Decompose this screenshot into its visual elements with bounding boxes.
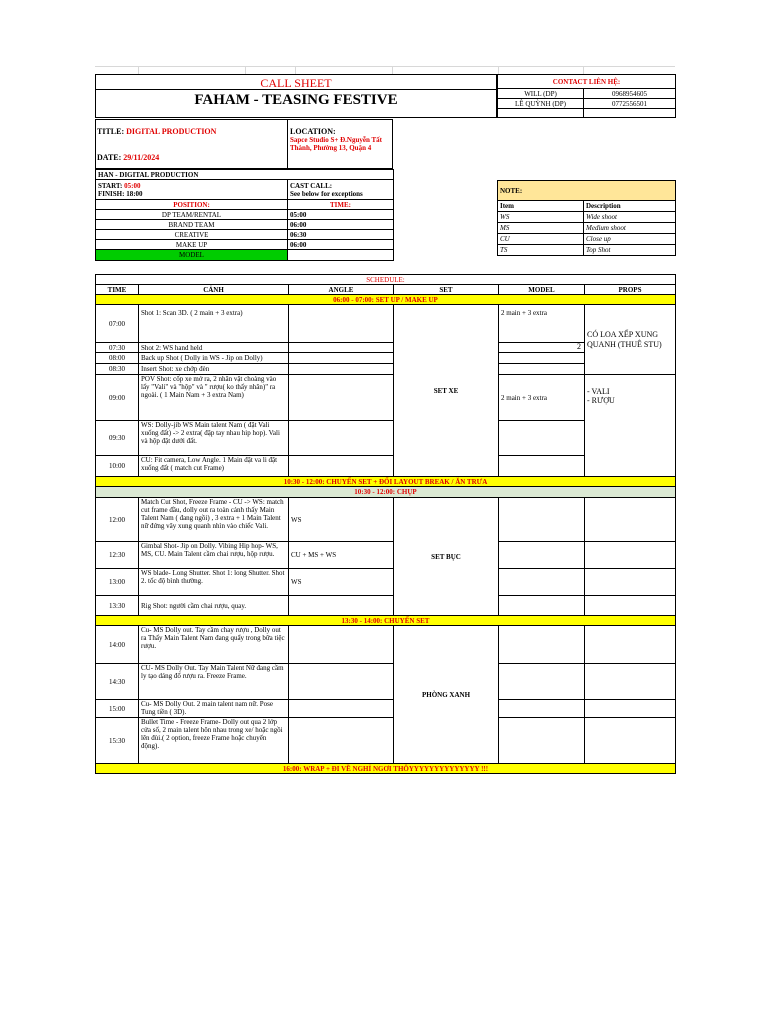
col-angle: ANGLE xyxy=(289,285,394,295)
row-angle xyxy=(289,456,394,477)
cast-call-cell xyxy=(288,180,394,200)
section-break: 10:30 - 12:00: CHUYỂN SET + ĐỔI LAYOUT BREAK / ĂN TRƯA xyxy=(96,477,676,487)
finish-time: FINISH: 18:00 xyxy=(98,189,143,198)
row-angle xyxy=(289,353,394,364)
row-props xyxy=(585,626,676,664)
crew-call-table xyxy=(95,169,394,261)
row-scene: Cu- MS Dolly out. Tay cầm chay rượu , Dolly out ra Thấy Main Talent Nam đang quẩy trong bữa tiệc rượu. xyxy=(139,626,289,664)
location-value: Sapce Studio S+ Đ.Nguyễn Tất Thành, Phường 13, Quận 4 xyxy=(290,136,382,152)
section-setup: 06:00 - 07:00: SET UP / MAKE UP xyxy=(96,295,676,305)
contact-name: WILL (DP) xyxy=(498,89,584,99)
row-scene: Shot 1: Scan 3D. ( 2 main + 3 extra) xyxy=(139,305,289,343)
col-time: TIME xyxy=(96,285,139,295)
row-model xyxy=(499,626,585,664)
row-scene: Match Cut Shot, Freeze Frame - CU -> WS: match cut frame đầu, dolly out ra toàn cảnh thấy Main Talent Nam ( đang ngồi) , 3 extra + 1 Main Talent nữ đứng vây xung quanh nhìn vào chiếc Vali. xyxy=(139,498,289,542)
position-name: CREATIVE xyxy=(96,230,288,240)
set-name: SET BỤC xyxy=(394,498,499,616)
section-wrap: 16:00: WRAP + ĐI VỀ NGHỈ NGƠI THÔYYYYYYYYYYYYYY !!! xyxy=(96,764,676,774)
row-angle xyxy=(289,626,394,664)
row-angle xyxy=(289,664,394,700)
title-label: TITLE: xyxy=(97,127,125,136)
row-model xyxy=(499,421,585,456)
row-time: 14:00 xyxy=(96,626,139,664)
set-name: PHÒNG XANH xyxy=(394,626,499,764)
position-name-model: MODEL xyxy=(96,250,288,261)
row-scene: WS: Dolly-jib WS Main talent Nam ( đặt Vali xuống đất) -> 2 extra( đập tay nhau hip hop). Vali và hộp đặt dưới đất. xyxy=(139,421,289,456)
row-scene: Cu- MS Dolly Out. 2 main talent nam nữ. Pose Tung tiền ( 3D). xyxy=(139,700,289,718)
contact-table xyxy=(497,74,676,118)
col-props: PROPS xyxy=(585,285,676,295)
note-item: MS xyxy=(498,223,584,234)
schedule-title: SCHEDULE: xyxy=(96,275,676,285)
row-model xyxy=(499,569,585,596)
note-item: CU xyxy=(498,234,584,245)
row-time: 08:30 xyxy=(96,364,139,375)
note-desc: Close up xyxy=(584,234,676,245)
project-title: FAHAM - TEASING FESTIVE xyxy=(194,92,398,108)
row-angle xyxy=(289,343,394,353)
row-scene: Gimbal Shot- Jip on Dolly. Vibing Hip hop- WS, MS, CU. Main Talent cầm chai rượu, hộp rượu. xyxy=(139,542,289,569)
row-angle xyxy=(289,364,394,375)
row-model xyxy=(499,542,585,569)
row-scene: Back up Shot ( Dolly in WS - Jip on Dolly) xyxy=(139,353,289,364)
row-angle: WS xyxy=(289,498,394,542)
row-model xyxy=(499,343,585,353)
note-title: NOTE: xyxy=(498,181,676,201)
start-value: 05:00 xyxy=(124,181,141,190)
title-value: DIGITAL PRODUCTION xyxy=(126,127,217,136)
row-angle xyxy=(289,700,394,718)
section-move-set: 13:30 - 14:00: CHUYỂN SET xyxy=(96,616,676,626)
row-time: 12:00 xyxy=(96,498,139,542)
props-cell: - VALI - RƯỢU xyxy=(585,375,676,477)
row-angle xyxy=(289,421,394,456)
set-name: SET XE xyxy=(394,305,499,477)
row-props xyxy=(585,498,676,542)
row-model xyxy=(499,718,585,764)
row-angle xyxy=(289,718,394,764)
position-time: 06:00 xyxy=(288,240,394,250)
col-scene: CẢNH xyxy=(139,285,289,295)
row-model: 2 main + 3 extra xyxy=(499,375,585,421)
start-label: START: xyxy=(98,181,123,190)
section-shoot: 10:30 - 12:00: CHỤP xyxy=(96,487,676,498)
row-model xyxy=(499,596,585,616)
row-angle xyxy=(289,305,394,343)
date-value: 29/11/2024 xyxy=(123,153,160,162)
note-item: TS xyxy=(498,245,584,256)
row-scene: Bullet Time - Freeze Frame- Dolly out qua 2 lớp cửa sổ, 2 main talent hôn nhau trong xe/ hoặc ngồi lên đùi.( 2 option, freeze Frame hoặc chuyển động). xyxy=(139,718,289,764)
row-scene: CU: Fit camera, Low Angle. 1 Main đặt va li đặt xuống đất ( match cut Frame) xyxy=(139,456,289,477)
note-item-header: Item xyxy=(498,201,584,212)
contact-name: LÊ QUỲNH (DP) xyxy=(498,99,584,109)
position-name: DP TEAM/RENTAL xyxy=(96,210,288,220)
row-model xyxy=(499,498,585,542)
row-scene: Insert Shot: xe chớp đèn xyxy=(139,364,289,375)
row-model xyxy=(499,664,585,700)
date-line xyxy=(97,153,285,162)
note-item: WS xyxy=(498,212,584,223)
position-time xyxy=(288,250,394,261)
row-scene: POV Shot: cốp xe mở ra, 2 nhân vật choàng vào lấy "Vali" và "hộp" và " rượu( ko thấy nhân)" ra ngoài. ( 1 Main Nam + 3 extra Nam) xyxy=(139,375,289,421)
contact-phone[interactable]: 0772556501 xyxy=(584,99,676,109)
note-desc-header: Description xyxy=(584,201,676,212)
props-cell xyxy=(577,305,676,375)
row-scene: Rig Shot: người cầm chai rượu, quay. xyxy=(139,596,289,616)
position-time: 05:00 xyxy=(288,210,394,220)
position-time: 06:30 xyxy=(288,230,394,240)
row-scene: Shot 2: WS hand held xyxy=(139,343,289,353)
row-props xyxy=(585,718,676,764)
row-props xyxy=(585,569,676,596)
position-name: MAKE UP xyxy=(96,240,288,250)
date-label: DATE: xyxy=(97,153,122,162)
contact-phone[interactable]: 0968954605 xyxy=(584,89,676,99)
row-time: 08:00 xyxy=(96,353,139,364)
row-time: 07:30 xyxy=(96,343,139,353)
note-desc: Top Shot xyxy=(584,245,676,256)
row-angle xyxy=(289,596,394,616)
row-time: 14:30 xyxy=(96,664,139,700)
cast-call-label: CAST CALL: xyxy=(290,181,333,190)
row-time: 15:00 xyxy=(96,700,139,718)
col-set: SET xyxy=(394,285,499,295)
row-model xyxy=(499,456,585,477)
position-time: 06:00 xyxy=(288,220,394,230)
row-props xyxy=(585,664,676,700)
props-text: CÓ LOA XẾP XUNG QUANH (THUÊ STU) xyxy=(587,329,662,349)
call-sheet-heading: CALL SHEET xyxy=(260,76,332,90)
row-time: 09:30 xyxy=(96,421,139,456)
note-desc: Medium shoot xyxy=(584,223,676,234)
note-desc: Wide shoot xyxy=(584,212,676,223)
row-props xyxy=(585,700,676,718)
row-time: 07:00 xyxy=(96,305,139,343)
row-model: 2 main + 3 extra xyxy=(499,305,585,343)
row-model xyxy=(499,364,585,375)
props-mark: 2 xyxy=(577,342,581,351)
row-time: 13:00 xyxy=(96,569,139,596)
row-time: 12:30 xyxy=(96,542,139,569)
time-header: TIME: xyxy=(288,200,394,210)
company-name: HAN - DIGITAL PRODUCTION xyxy=(96,170,394,180)
row-scene: WS blade- Long Shutter. Shot 1: long Shutter. Shot 2. tốc độ bình thường. xyxy=(139,569,289,596)
row-time: 13:30 xyxy=(96,596,139,616)
position-header: POSITION: xyxy=(96,200,288,210)
col-model: MODEL xyxy=(499,285,585,295)
title-block xyxy=(95,74,497,118)
row-angle: WS xyxy=(289,569,394,596)
note-table xyxy=(497,180,676,256)
row-props xyxy=(585,596,676,616)
row-time: 15:30 xyxy=(96,718,139,764)
start-finish-cell xyxy=(96,180,288,200)
production-info-box xyxy=(95,119,393,169)
row-time: 10:00 xyxy=(96,456,139,477)
location-label: LOCATION: xyxy=(290,127,336,136)
title-line xyxy=(97,127,285,136)
row-angle: CU + MS + WS xyxy=(289,542,394,569)
row-model xyxy=(499,353,585,364)
row-props xyxy=(585,542,676,569)
cast-call-note: See below for exceptions xyxy=(290,189,363,198)
row-angle xyxy=(289,375,394,421)
row-model xyxy=(499,700,585,718)
schedule-table xyxy=(95,274,676,774)
contact-title: CONTACT LIÊN HỆ: xyxy=(498,75,676,89)
row-time: 09:00 xyxy=(96,375,139,421)
position-name: BRAND TEAM xyxy=(96,220,288,230)
row-scene: CU- MS Dolly Out. Tay Main Talent Nữ đang cầm ly tạo dáng đổ rượu ra. Freeze Frame. xyxy=(139,664,289,700)
